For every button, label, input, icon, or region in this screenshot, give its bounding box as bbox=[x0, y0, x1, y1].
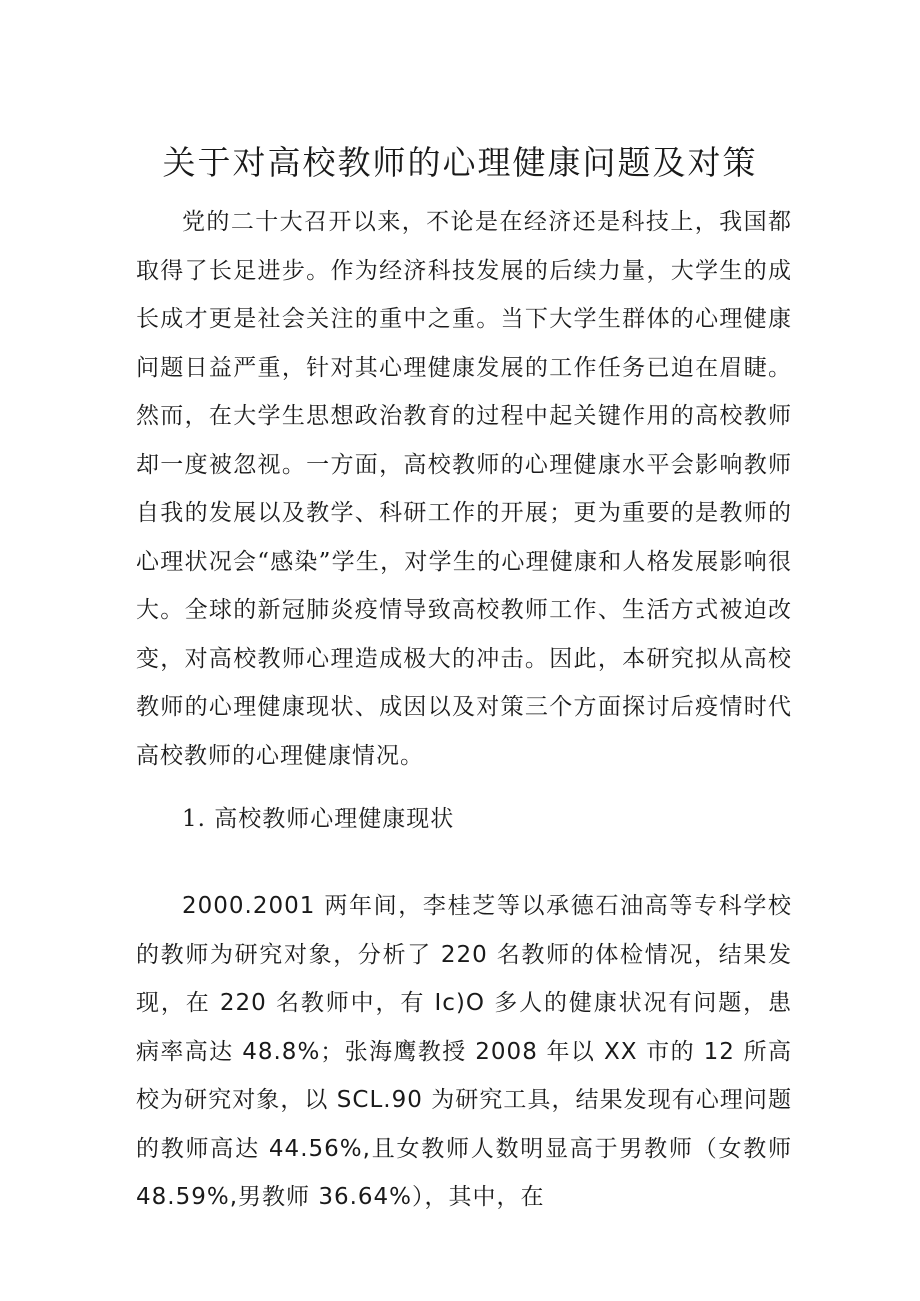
section-heading: 1. 高校教师心理健康现状 bbox=[182, 806, 455, 832]
document-title: 关于对高校教师的心理健康问题及对策 bbox=[162, 143, 758, 182]
section-paragraph: 2000.2001 两年间，李桂芝等以承德石油高等专科学校的教师为研究对象，分析了 220 名教师的体检情况，结果发现，在 220 名教师中，有 Ic)O 多人的健康状况有问题，患病率高达 48.8%；张海鹰教授 2008 年以 XX 市的 12 所高校为研究对象，以 SCL.90 为研究工具，结果发现有心理问题的教师高达 44.56%,且女教师人数明显高于男教师（女教师 48.59%,男教师 36.64%），其中，在 bbox=[136, 893, 792, 1210]
intro-paragraph: 党的二十大召开以来，不论是在经济还是科技上，我国都取得了长足进步。作为经济科技发展的后续力量，大学生的成长成才更是社会关注的重中之重。当下大学生群体的心理健康问题日益严重，针对其心理健康发展的工作任务已迫在眉睫。然而，在大学生思想政治教育的过程中起关键作用的高校教师却一度被忽视。一方面，高校教师的心理健康水平会影响教师自我的发展以及教学、科研工作的开展；更为重要的是教师的心理状况会“感染”学生，对学生的心理健康和人格发展影响很大。全球的新冠肺炎疫情导致高校教师工作、生活方式被迫改变，对高校教师心理造成极大的冲击。因此，本研究拟从高校教师的心理健康现状、成因以及对策三个方面探讨后疫情时代高校教师的心理健康情况。 bbox=[136, 209, 792, 769]
